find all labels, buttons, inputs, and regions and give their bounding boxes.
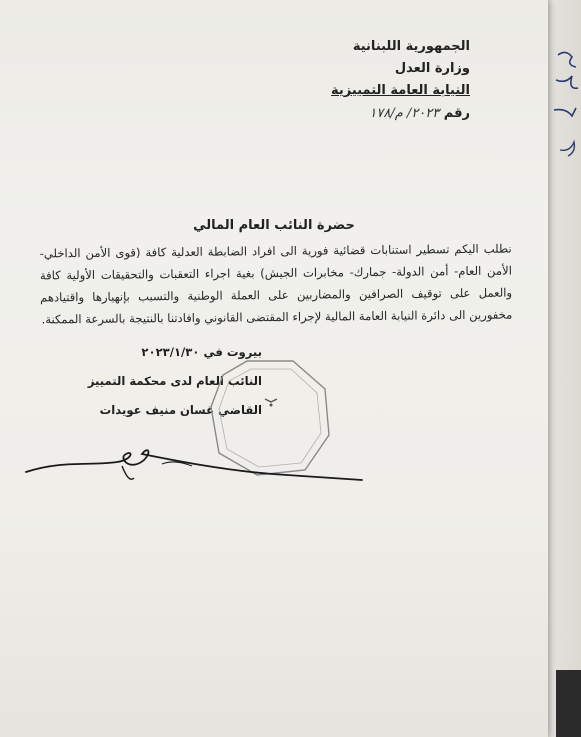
- office-name: النيابة العامة التمييزية: [331, 83, 470, 98]
- reference-label: رقم: [443, 106, 470, 121]
- addressee: حضرة النائب العام المالي: [193, 218, 355, 233]
- handwritten-signature: [22, 420, 367, 500]
- reference-line: [331, 106, 470, 121]
- margin-handwriting: [548, 40, 581, 180]
- ministry-name: وزارة العدل: [394, 61, 470, 76]
- binder-edge: [556, 670, 581, 737]
- signer-title: النائب العام لدى محكمة التمييز: [87, 374, 262, 388]
- country-name: الجمهورية اللبنانية: [352, 39, 470, 54]
- signer-name: القاضي غسان منيف عويدات: [99, 403, 262, 417]
- letter-paragraph: نطلب اليكم تسطير استنابات قضائية فورية الى افراد الضابطة العدلية كافة (قوى الأمن الداخلي- الأمن العام- أمن الدولة- جمارك- مخابرات الجيش) بغية اجراء التعقبات والتحقيقات الأولية كافة والعمل على توقيف الصرافين والمضاربين على العملة الوطنية والتسبب بإنهيارها واقتيادهم مخفورين الى دائرة النيابة العامة المالية لإجراء المقتضى القانوني وافادتنا بالنتيجة بالسرعة الممكنة.: [39, 241, 513, 327]
- letter-body: [40, 238, 513, 331]
- letterhead: [331, 40, 470, 121]
- place-date: بيروت في ٢٠٢٣/١/٣٠: [141, 345, 262, 359]
- reference-number: ٢٠٢٣/ م/١٧٨: [369, 106, 440, 121]
